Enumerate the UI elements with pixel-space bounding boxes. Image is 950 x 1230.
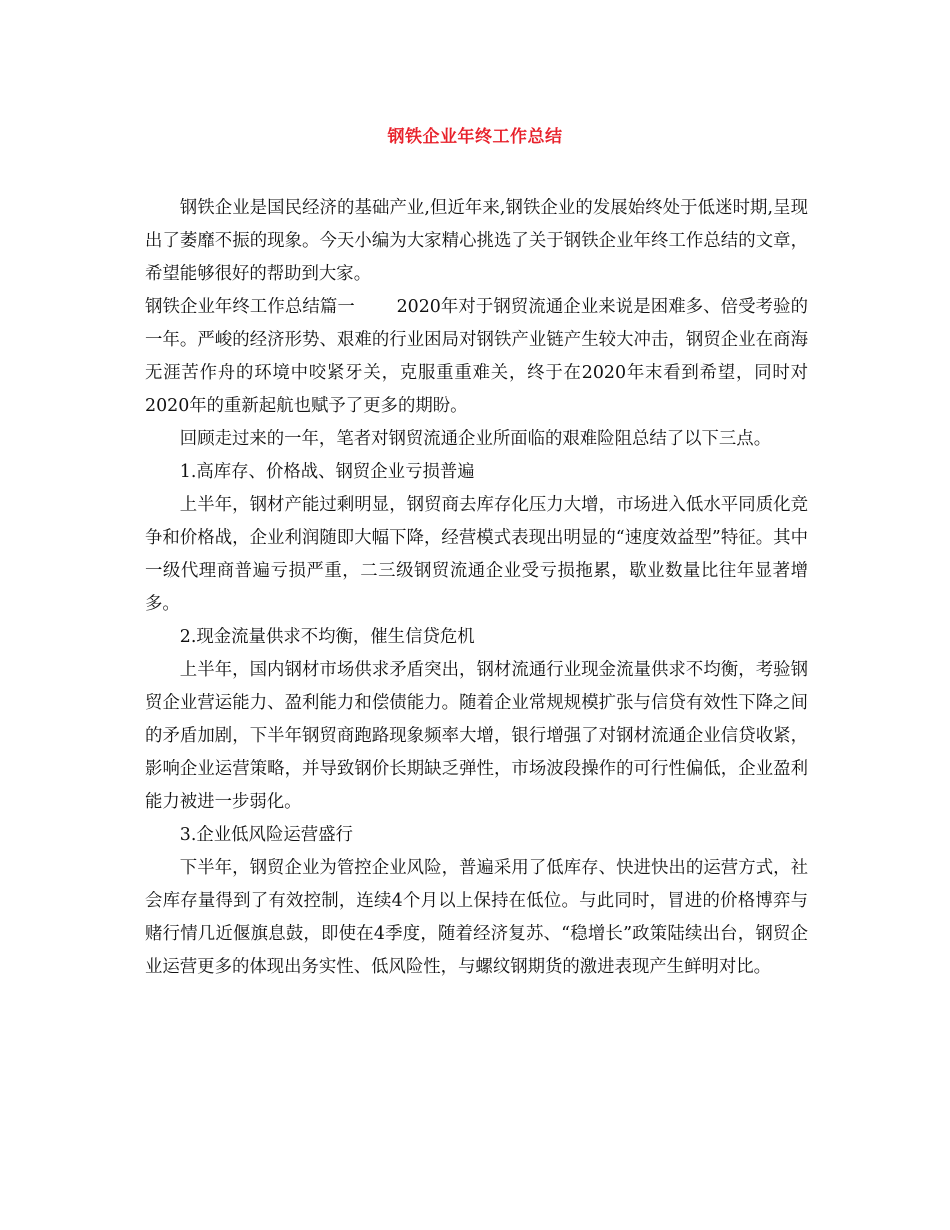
point-heading-2: 2.现金流量供求不均衡，催生信贷危机 [179,627,475,647]
point-text-2: 上半年，国内钢材市场供求矛盾突出，钢材流通行业现金流量供求不均衡，考验钢贸企业营运能力、盈利能力和偿债能力。随着企业常规规模扩张与信贷有效性下降之间的矛盾加剧，下半年钢贸商跑路现象频率大增，银行增强了对钢材流通企业信贷收紧，影响企业运营策略，并导致钢价长期缺乏弹性，市场波段操作的可行性偏低，企业盈利能力被进一步弱化。 [145,660,808,812]
section-paragraph [145,291,808,423]
section-label: 钢铁企业年终工作总结篇一 [145,297,355,317]
review-intro-paragraph: 回顾走过来的一年，笔者对钢贸流通企业所面临的艰难险阻总结了以下三点。 [179,429,772,449]
point-text-1: 上半年，钢材产能过剩明显，钢贸商去库存化压力大增，市场进入低水平同质化竞争和价格战，企业利润随即大幅下降，经营模式表现出明显的“速度效益型”特征。其中一级代理商普遍亏损严重，二三级钢贸流通企业受亏损拖累，歇业数量比往年显著增多。 [145,495,808,614]
point-heading-1: 1.高库存、价格战、钢贸企业亏损普遍 [179,462,475,482]
intro-paragraph: 钢铁企业是国民经济的基础产业,但近年来,钢铁企业的发展始终处于低迷时期,呈现出了萎靡不振的现象。今天小编为大家精心挑选了关于钢铁企业年终工作总结的文章，希望能够很好的帮助到大家。 [145,198,808,284]
section-opening: 2020年对于钢贸流通企业来说是困难多、倍受考验的一年。严峻的经济形势、艰难的行业困局对钢铁产业链产生较大冲击，钢贸企业在商海无涯苦作舟的环境中咬紧牙关，克服重重难关，终于在2020年末看到希望，同时对2020年的重新起航也赋予了更多的期盼。 [145,297,808,416]
document-title: 钢铁企业年终工作总结 [387,127,563,147]
point-heading-3: 3.企业低风险运营盛行 [179,825,353,845]
document-body [145,192,808,984]
point-text-3: 下半年，钢贸企业为管控企业风险，普遍采用了低库存、快进快出的运营方式，社会库存量得到了有效控制，连续4个月以上保持在低位。与此同时，冒进的价格博弈与赌行情几近偃旗息鼓，即使在4季度，随着经济复苏、“稳增长”政策陆续出台，钢贸企业运营更多的体现出务实性、低风险性，与螺纹钢期货的激进表现产生鲜明对比。 [145,858,808,977]
